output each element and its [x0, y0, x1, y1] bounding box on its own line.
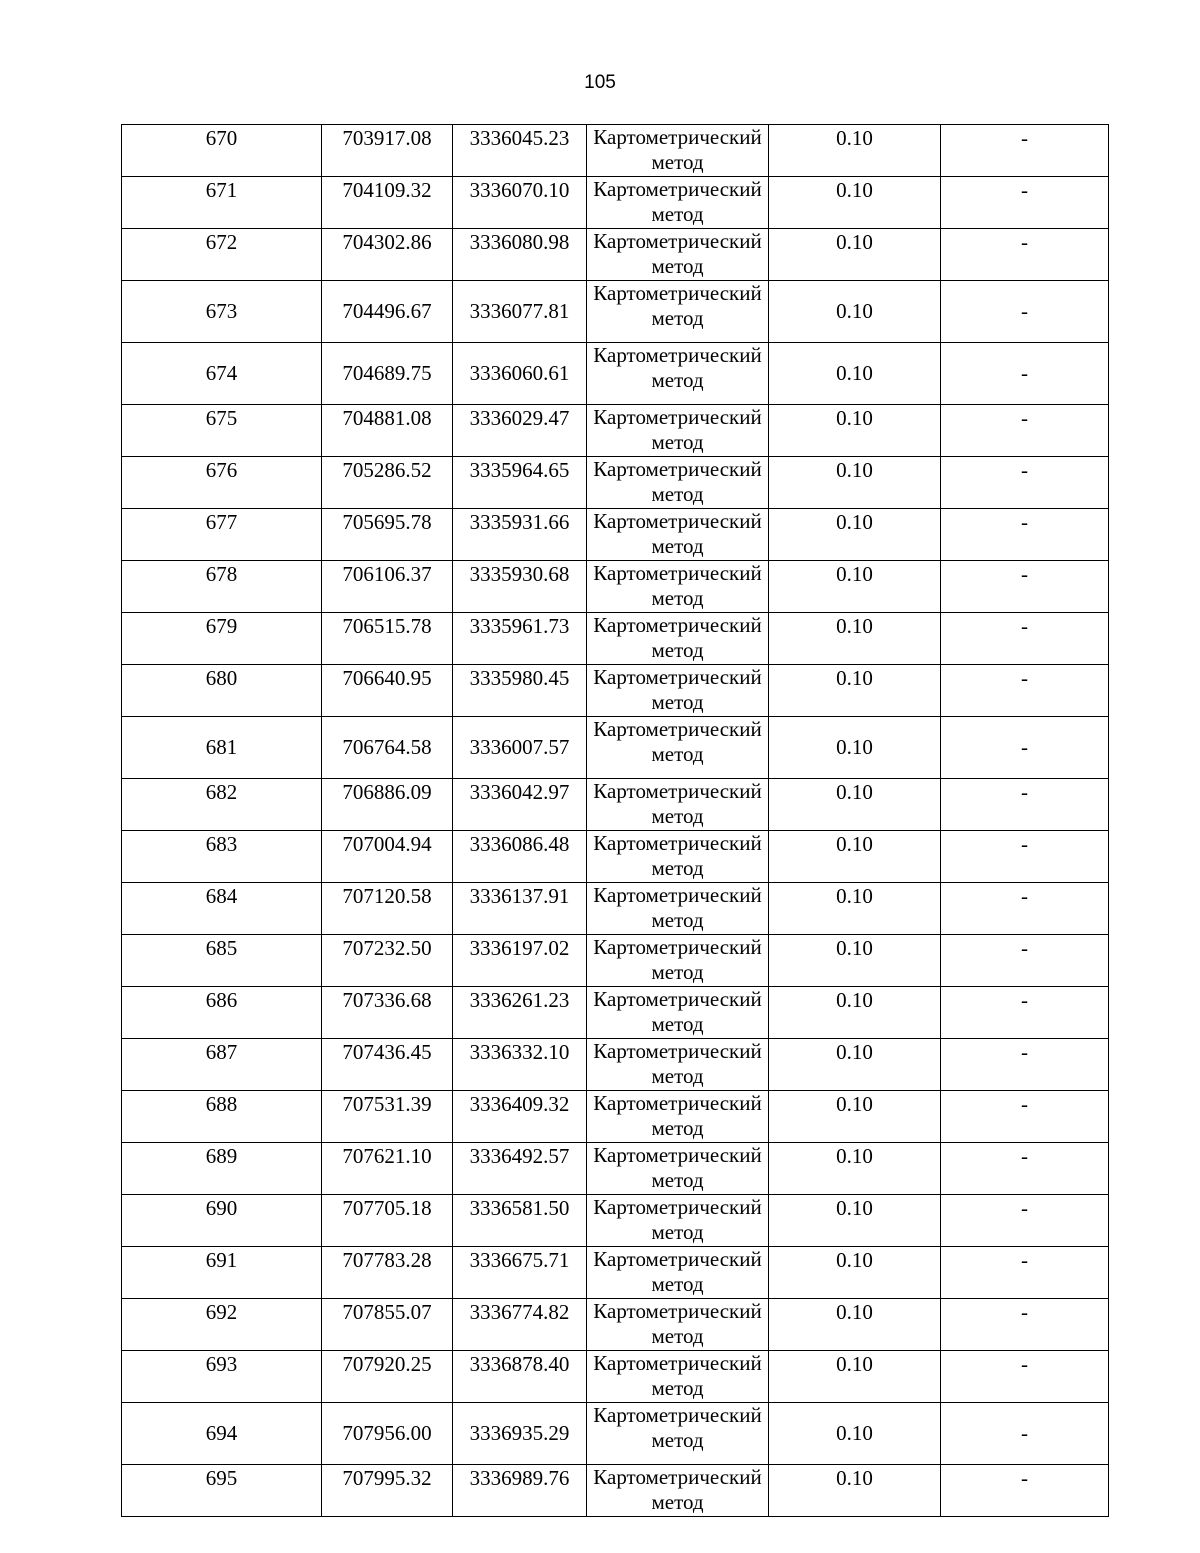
point-number-cell: 683: [122, 831, 322, 883]
note-cell: -: [941, 281, 1109, 343]
y-coordinate-cell: 3335930.68: [453, 561, 587, 613]
method-line-1: Картометрический: [593, 1143, 762, 1167]
table-row: [122, 229, 1109, 281]
point-number-cell: 673: [122, 281, 322, 343]
method-cell: [587, 1351, 769, 1403]
x-coordinate-cell: 707995.32: [322, 1465, 453, 1517]
point-number-cell: 680: [122, 665, 322, 717]
accuracy-cell: 0.10: [769, 613, 941, 665]
x-coordinate-cell: 704881.08: [322, 405, 453, 457]
y-coordinate-cell: 3335964.65: [453, 457, 587, 509]
accuracy-cell: 0.10: [769, 177, 941, 229]
accuracy-cell: 0.10: [769, 343, 941, 405]
method-line-2: метод: [651, 638, 704, 662]
method-cell: [587, 717, 769, 779]
method-line-2: метод: [651, 430, 704, 454]
method-line-2: метод: [651, 856, 704, 880]
y-coordinate-cell: 3336492.57: [453, 1143, 587, 1195]
accuracy-cell: 0.10: [769, 1039, 941, 1091]
method-cell: [587, 229, 769, 281]
y-coordinate-cell: 3336042.97: [453, 779, 587, 831]
table-row: [122, 1091, 1109, 1143]
method-cell: [587, 1195, 769, 1247]
method-cell: [587, 457, 769, 509]
note-cell: -: [941, 1091, 1109, 1143]
method-line-2: метод: [651, 1376, 704, 1400]
method-line-2: метод: [651, 742, 704, 766]
note-cell: -: [941, 779, 1109, 831]
point-number-cell: 685: [122, 935, 322, 987]
accuracy-cell: 0.10: [769, 1143, 941, 1195]
method-line-2: метод: [651, 1428, 704, 1452]
note-cell: -: [941, 1195, 1109, 1247]
table-row: [122, 987, 1109, 1039]
point-number-cell: 687: [122, 1039, 322, 1091]
method-cell: [587, 281, 769, 343]
x-coordinate-cell: 707956.00: [322, 1403, 453, 1465]
note-cell: -: [941, 1247, 1109, 1299]
method-line-2: метод: [651, 1324, 704, 1348]
method-line-1: Картометрический: [593, 229, 762, 253]
point-number-cell: 678: [122, 561, 322, 613]
method-line-1: Картометрический: [593, 1247, 762, 1271]
note-cell: -: [941, 1039, 1109, 1091]
point-number-cell: 695: [122, 1465, 322, 1517]
y-coordinate-cell: 3336007.57: [453, 717, 587, 779]
accuracy-cell: 0.10: [769, 1195, 941, 1247]
table-row: [122, 1143, 1109, 1195]
table-row: [122, 1351, 1109, 1403]
note-cell: -: [941, 1299, 1109, 1351]
x-coordinate-cell: 704109.32: [322, 177, 453, 229]
point-number-cell: 694: [122, 1403, 322, 1465]
point-number-cell: 674: [122, 343, 322, 405]
accuracy-cell: 0.10: [769, 883, 941, 935]
y-coordinate-cell: 3336989.76: [453, 1465, 587, 1517]
accuracy-cell: 0.10: [769, 1465, 941, 1517]
x-coordinate-cell: 707855.07: [322, 1299, 453, 1351]
accuracy-cell: 0.10: [769, 831, 941, 883]
x-coordinate-cell: 704496.67: [322, 281, 453, 343]
y-coordinate-cell: 3336409.32: [453, 1091, 587, 1143]
x-coordinate-cell: 707531.39: [322, 1091, 453, 1143]
method-line-2: метод: [651, 150, 704, 174]
x-coordinate-cell: 707783.28: [322, 1247, 453, 1299]
table-row: [122, 883, 1109, 935]
method-cell: [587, 613, 769, 665]
point-number-cell: 693: [122, 1351, 322, 1403]
table-row: [122, 613, 1109, 665]
x-coordinate-cell: 707705.18: [322, 1195, 453, 1247]
point-number-cell: 691: [122, 1247, 322, 1299]
method-line-1: Картометрический: [593, 1465, 762, 1489]
table-row: [122, 457, 1109, 509]
accuracy-cell: 0.10: [769, 229, 941, 281]
note-cell: -: [941, 509, 1109, 561]
y-coordinate-cell: 3336086.48: [453, 831, 587, 883]
note-cell: -: [941, 457, 1109, 509]
note-cell: -: [941, 665, 1109, 717]
x-coordinate-cell: 707436.45: [322, 1039, 453, 1091]
y-coordinate-cell: 3336675.71: [453, 1247, 587, 1299]
accuracy-cell: 0.10: [769, 1091, 941, 1143]
x-coordinate-cell: 705286.52: [322, 457, 453, 509]
point-number-cell: 692: [122, 1299, 322, 1351]
y-coordinate-cell: 3336581.50: [453, 1195, 587, 1247]
y-coordinate-cell: 3336878.40: [453, 1351, 587, 1403]
method-line-1: Картометрический: [593, 779, 762, 803]
accuracy-cell: 0.10: [769, 457, 941, 509]
accuracy-cell: 0.10: [769, 509, 941, 561]
note-cell: -: [941, 561, 1109, 613]
y-coordinate-cell: 3335931.66: [453, 509, 587, 561]
x-coordinate-cell: 707004.94: [322, 831, 453, 883]
note-cell: -: [941, 935, 1109, 987]
method-line-2: метод: [651, 254, 704, 278]
accuracy-cell: 0.10: [769, 1403, 941, 1465]
x-coordinate-cell: 706515.78: [322, 613, 453, 665]
table-row: [122, 125, 1109, 177]
point-number-cell: 676: [122, 457, 322, 509]
method-line-1: Картометрический: [593, 1039, 762, 1063]
method-cell: [587, 935, 769, 987]
x-coordinate-cell: 706886.09: [322, 779, 453, 831]
point-number-cell: 689: [122, 1143, 322, 1195]
method-cell: [587, 1299, 769, 1351]
method-line-1: Картометрический: [593, 1195, 762, 1219]
method-line-1: Картометрический: [593, 343, 762, 367]
y-coordinate-cell: 3336045.23: [453, 125, 587, 177]
method-cell: [587, 177, 769, 229]
method-cell: [587, 1091, 769, 1143]
point-number-cell: 690: [122, 1195, 322, 1247]
x-coordinate-cell: 707920.25: [322, 1351, 453, 1403]
y-coordinate-cell: 3335961.73: [453, 613, 587, 665]
y-coordinate-cell: 3335980.45: [453, 665, 587, 717]
method-cell: [587, 1039, 769, 1091]
point-number-cell: 682: [122, 779, 322, 831]
page-number: 105: [584, 72, 616, 93]
method-line-2: метод: [651, 586, 704, 610]
note-cell: -: [941, 883, 1109, 935]
x-coordinate-cell: 707120.58: [322, 883, 453, 935]
method-line-1: Картометрический: [593, 987, 762, 1011]
table-row: [122, 1195, 1109, 1247]
x-coordinate-cell: 707336.68: [322, 987, 453, 1039]
method-cell: [587, 883, 769, 935]
accuracy-cell: 0.10: [769, 779, 941, 831]
method-line-1: Картометрический: [593, 613, 762, 637]
method-cell: [587, 779, 769, 831]
accuracy-cell: 0.10: [769, 281, 941, 343]
y-coordinate-cell: 3336261.23: [453, 987, 587, 1039]
point-number-cell: 675: [122, 405, 322, 457]
method-line-1: Картометрический: [593, 405, 762, 429]
note-cell: -: [941, 613, 1109, 665]
x-coordinate-cell: 704302.86: [322, 229, 453, 281]
note-cell: -: [941, 229, 1109, 281]
method-line-1: Картометрический: [593, 831, 762, 855]
method-line-2: метод: [651, 1116, 704, 1140]
method-line-1: Картометрический: [593, 935, 762, 959]
method-line-2: метод: [651, 1168, 704, 1192]
note-cell: -: [941, 1351, 1109, 1403]
method-cell: [587, 1465, 769, 1517]
y-coordinate-cell: 3336060.61: [453, 343, 587, 405]
table-row: [122, 1039, 1109, 1091]
method-cell: [587, 125, 769, 177]
note-cell: -: [941, 1465, 1109, 1517]
note-cell: -: [941, 717, 1109, 779]
method-line-2: метод: [651, 1220, 704, 1244]
method-line-1: Картометрический: [593, 1091, 762, 1115]
y-coordinate-cell: 3336080.98: [453, 229, 587, 281]
table-row: [122, 1465, 1109, 1517]
table-row: [122, 343, 1109, 405]
table-row: [122, 561, 1109, 613]
method-line-2: метод: [651, 908, 704, 932]
accuracy-cell: 0.10: [769, 1247, 941, 1299]
note-cell: -: [941, 1143, 1109, 1195]
method-line-2: метод: [651, 368, 704, 392]
method-cell: [587, 405, 769, 457]
method-line-1: Картометрический: [593, 509, 762, 533]
method-line-2: метод: [651, 804, 704, 828]
method-cell: [587, 831, 769, 883]
method-line-1: Картометрический: [593, 457, 762, 481]
point-number-cell: 671: [122, 177, 322, 229]
method-line-1: Картометрический: [593, 717, 762, 741]
method-line-2: метод: [651, 960, 704, 984]
table-row: [122, 935, 1109, 987]
y-coordinate-cell: 3336774.82: [453, 1299, 587, 1351]
table-row: [122, 405, 1109, 457]
method-cell: [587, 561, 769, 613]
method-line-2: метод: [651, 1272, 704, 1296]
method-line-2: метод: [651, 534, 704, 558]
point-number-cell: 670: [122, 125, 322, 177]
x-coordinate-cell: 705695.78: [322, 509, 453, 561]
method-line-2: метод: [651, 690, 704, 714]
point-number-cell: 681: [122, 717, 322, 779]
x-coordinate-cell: 703917.08: [322, 125, 453, 177]
method-cell: [587, 987, 769, 1039]
method-cell: [587, 1403, 769, 1465]
method-line-1: Картометрический: [593, 1299, 762, 1323]
method-line-1: Картометрический: [593, 125, 762, 149]
note-cell: -: [941, 1403, 1109, 1465]
note-cell: -: [941, 831, 1109, 883]
method-cell: [587, 509, 769, 561]
table-row: [122, 717, 1109, 779]
method-cell: [587, 1143, 769, 1195]
method-line-2: метод: [651, 1064, 704, 1088]
x-coordinate-cell: 704689.75: [322, 343, 453, 405]
table-row: [122, 665, 1109, 717]
method-line-1: Картометрический: [593, 177, 762, 201]
y-coordinate-cell: 3336070.10: [453, 177, 587, 229]
method-line-1: Картометрический: [593, 883, 762, 907]
point-number-cell: 686: [122, 987, 322, 1039]
method-cell: [587, 1247, 769, 1299]
accuracy-cell: 0.10: [769, 717, 941, 779]
accuracy-cell: 0.10: [769, 1299, 941, 1351]
point-number-cell: 684: [122, 883, 322, 935]
x-coordinate-cell: 706764.58: [322, 717, 453, 779]
table-row: [122, 1403, 1109, 1465]
note-cell: -: [941, 177, 1109, 229]
y-coordinate-cell: 3336137.91: [453, 883, 587, 935]
y-coordinate-cell: 3336197.02: [453, 935, 587, 987]
note-cell: -: [941, 405, 1109, 457]
coordinates-table: [121, 124, 1109, 1517]
note-cell: -: [941, 125, 1109, 177]
method-line-2: метод: [651, 1490, 704, 1514]
note-cell: -: [941, 343, 1109, 405]
note-cell: -: [941, 987, 1109, 1039]
accuracy-cell: 0.10: [769, 1351, 941, 1403]
method-line-2: метод: [651, 306, 704, 330]
method-cell: [587, 665, 769, 717]
x-coordinate-cell: 707232.50: [322, 935, 453, 987]
x-coordinate-cell: 706106.37: [322, 561, 453, 613]
table-row: [122, 779, 1109, 831]
method-line-2: метод: [651, 482, 704, 506]
y-coordinate-cell: 3336077.81: [453, 281, 587, 343]
method-line-1: Картометрический: [593, 1351, 762, 1375]
y-coordinate-cell: 3336935.29: [453, 1403, 587, 1465]
method-cell: [587, 343, 769, 405]
accuracy-cell: 0.10: [769, 405, 941, 457]
x-coordinate-cell: 706640.95: [322, 665, 453, 717]
y-coordinate-cell: 3336029.47: [453, 405, 587, 457]
y-coordinate-cell: 3336332.10: [453, 1039, 587, 1091]
coordinates-table-body: [122, 125, 1109, 1517]
table-row: [122, 1247, 1109, 1299]
accuracy-cell: 0.10: [769, 561, 941, 613]
accuracy-cell: 0.10: [769, 935, 941, 987]
point-number-cell: 688: [122, 1091, 322, 1143]
table-row: [122, 831, 1109, 883]
accuracy-cell: 0.10: [769, 665, 941, 717]
table-row: [122, 281, 1109, 343]
point-number-cell: 672: [122, 229, 322, 281]
table-row: [122, 177, 1109, 229]
x-coordinate-cell: 707621.10: [322, 1143, 453, 1195]
table-row: [122, 1299, 1109, 1351]
point-number-cell: 677: [122, 509, 322, 561]
method-line-1: Картометрический: [593, 281, 762, 305]
method-line-1: Картометрический: [593, 561, 762, 585]
method-line-2: метод: [651, 1012, 704, 1036]
accuracy-cell: 0.10: [769, 125, 941, 177]
method-line-1: Картометрический: [593, 665, 762, 689]
table-row: [122, 509, 1109, 561]
point-number-cell: 679: [122, 613, 322, 665]
accuracy-cell: 0.10: [769, 987, 941, 1039]
method-line-1: Картометрический: [593, 1403, 762, 1427]
method-line-2: метод: [651, 202, 704, 226]
